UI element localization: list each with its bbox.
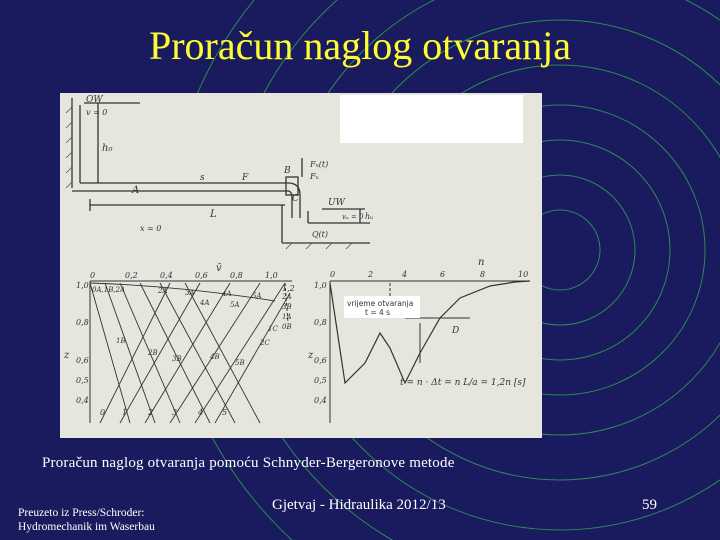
left-z-tick: 0,6 [76,356,89,365]
label-s: s [200,173,205,183]
line-label: 0A,1B,2A [92,286,126,294]
label-force: Fₙ(t) [310,160,329,169]
right-top-tick: 0 [330,270,336,279]
right-z-ticks [314,281,327,405]
slide-title: Proračun naglog otvaranja [148,23,572,68]
label-l: L [210,209,217,220]
line-label: 5 [222,408,228,417]
right-top-tick: 6 [440,270,446,279]
left-line-labels-bottom [100,408,227,417]
page-number: 59 [642,497,657,513]
line-label: 3A [185,289,195,297]
line-label: 1B [116,337,126,345]
line-label: 1A [282,313,292,321]
scanned-figure [60,93,542,438]
left-z-tick: 0,8 [76,318,89,327]
source-line-2: Hydromechanik im Waserbau [18,521,155,533]
figure-caption: Proračun naglog otvaranja pomoću Schnyder-Bergeronove metode [42,455,455,471]
right-z-tick: 0,8 [314,318,327,327]
line-label: 0B [282,323,292,331]
line-label: 1C [268,325,278,333]
line-label: 1 [122,408,128,417]
curve-label-d: D [452,326,460,336]
footer-text: Gjetvaj - Hidraulika 2012/13 [272,497,446,513]
source-note [18,506,155,534]
left-top-tick: 1,2 [282,284,295,293]
left-v-axis-label: v̄ [216,263,222,274]
label-a: A [132,185,140,196]
left-line-labels-top [92,286,292,331]
label-f: F [242,173,249,183]
right-z-axis-label: z [308,350,314,361]
label-q: Q(t) [312,230,329,239]
label-v0: v = 0 [86,108,108,117]
line-label: 4A [222,290,232,298]
annotation-opening-time: vrijeme otvaranja [347,299,414,308]
left-z-ticks [76,281,89,405]
line-label: 4A [200,299,210,307]
label-h0: h₀ [102,143,113,154]
left-top-tick: 0,6 [195,271,208,280]
line-label: 3B [172,355,182,363]
label-vu: vᵤ = 0 [342,213,364,221]
label-b: B [284,166,291,176]
line-label: 3 [172,408,178,417]
figure-drawing [60,93,542,438]
line-label: 5A [230,301,240,309]
source-line-1: Preuzeto iz Press/Schroder: [18,507,145,519]
annotation-opening-time-value: t = 4 s [365,308,391,317]
label-c: C [292,194,299,204]
left-top-tick: 0,8 [230,271,243,280]
line-label: 0 [100,408,106,417]
right-top-tick: 2 [368,270,374,279]
right-z-tick: 0,5 [314,376,327,385]
line-label: 5B [235,359,245,367]
line-label: 3B [282,303,292,311]
line-label: 2B [148,349,158,357]
right-z-tick: 0,6 [314,356,327,365]
label-x0: x = 0 [140,224,162,233]
left-z-tick: 1,0 [76,281,89,290]
left-z-tick: 0,5 [76,376,89,385]
right-top-tick: 4 [402,270,408,279]
label-hu: hᵤ [365,212,374,221]
line-label: 2 [148,408,154,417]
right-z-tick: 1,0 [314,281,327,290]
left-top-tick: 0,4 [160,271,173,280]
right-top-tick: 8 [480,270,486,279]
line-label: 2A [158,287,168,295]
right-n-axis-label: n [478,257,485,268]
left-top-tick: 0 [90,271,96,280]
line-label: 4B [210,353,220,361]
left-top-tick: 1,0 [265,271,278,280]
left-z-axis-label: z [64,350,70,361]
left-z-tick: 0,4 [76,396,89,405]
time-formula: t = n · Δt = n L/a = 1,2n [s] [400,378,526,388]
line-label: 4 [198,408,204,417]
line-label: 5A [252,292,262,300]
line-label: 2A [282,293,292,301]
left-top-tick: 0,2 [125,271,138,280]
label-ow: OW [86,95,103,105]
right-top-ticks [330,270,528,279]
line-label: 2C [260,339,270,347]
right-z-tick: 0,4 [314,396,327,405]
right-top-tick: 10 [518,270,529,279]
label-uw: UW [328,198,345,208]
white-cover-box [340,95,523,143]
label-force2: Fₙ [310,172,319,181]
